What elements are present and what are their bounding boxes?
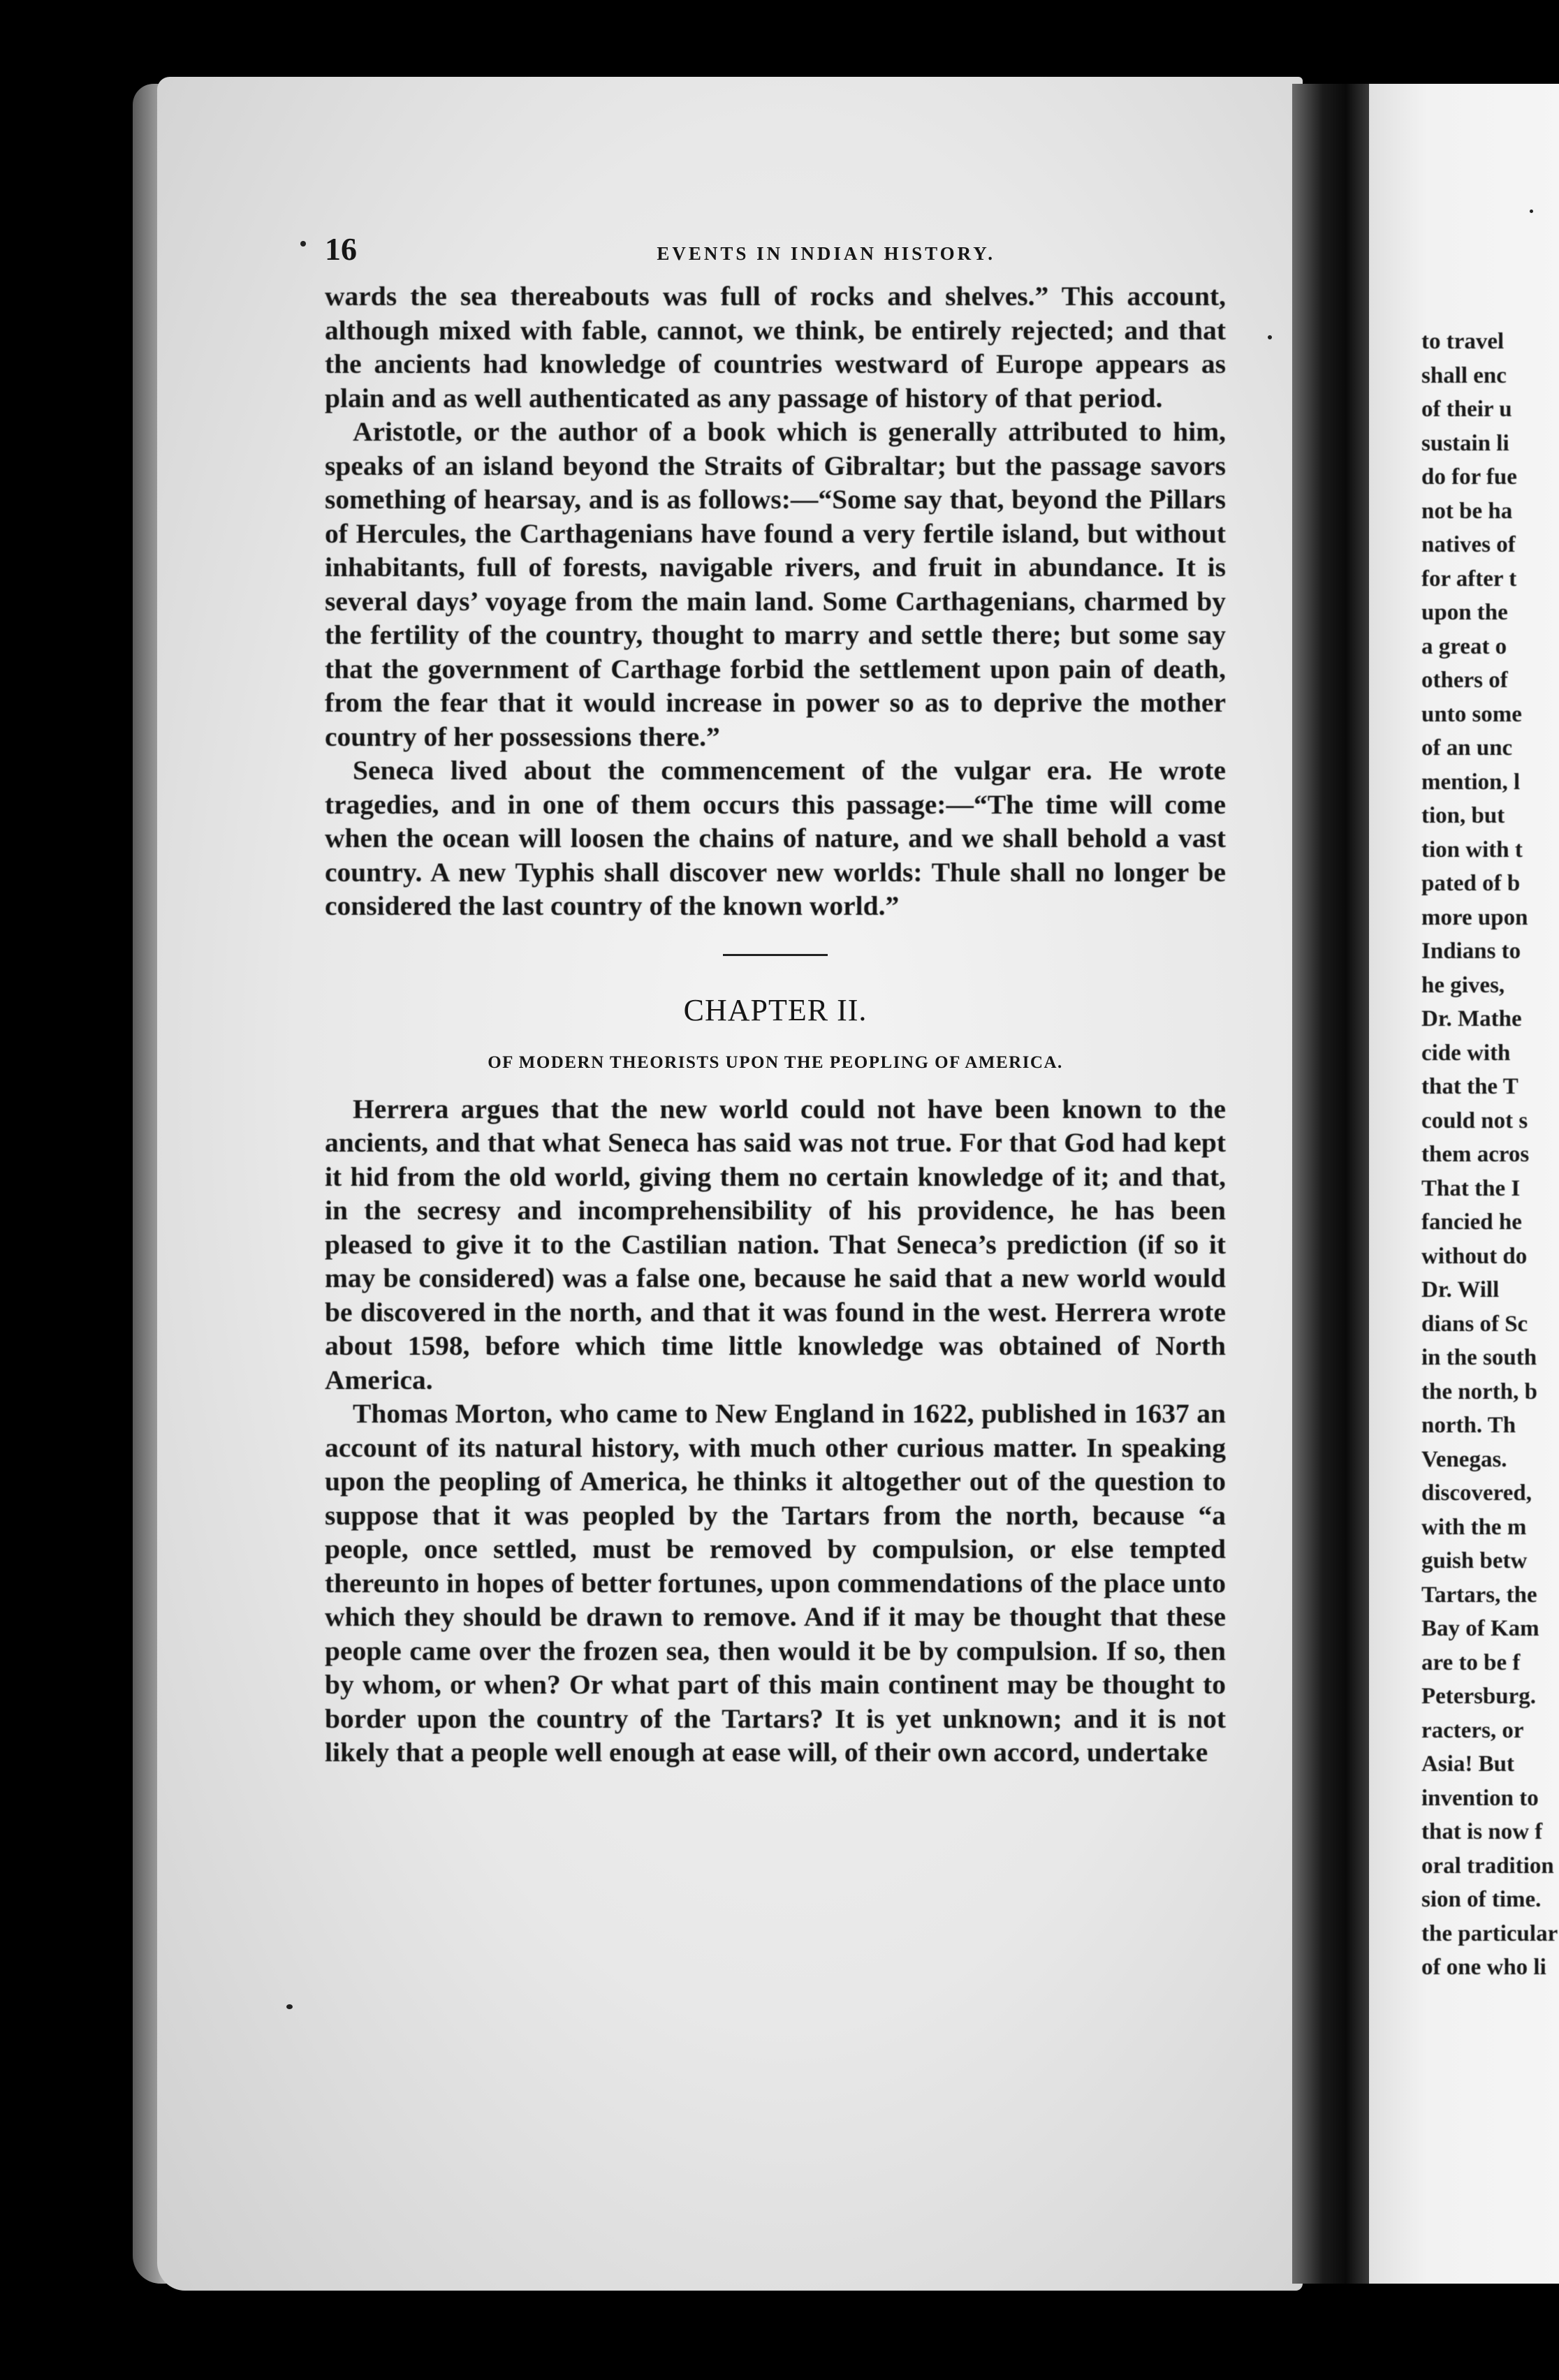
dust-speck: [1268, 335, 1272, 339]
right-page-line: Venegas.: [1421, 1446, 1507, 1472]
right-page-line: upon the: [1421, 600, 1508, 625]
book-gutter: [1292, 84, 1369, 2284]
chapter-title: CHAPTER II.: [683, 992, 868, 1027]
right-page-line: shall enc: [1421, 362, 1507, 388]
right-page-line: to travel: [1421, 329, 1505, 354]
right-page-line: Petersburg.: [1421, 1684, 1537, 1709]
right-page-line: Tartars, the: [1421, 1582, 1537, 1608]
right-page-line: more upon: [1421, 904, 1528, 930]
dust-speck: [286, 2004, 293, 2009]
right-page-line: pated of b: [1421, 871, 1521, 896]
paragraph: Seneca lived about the commencement of the vulgar era. He wrote tragedies, and in one of them occurs this passage:—“The time will come when the ocean will loosen the chains of nature, and we shall behold a vast country. A new Typhis shall discover new worlds: Thule shall no longer be considered the last country of the known world.”: [325, 755, 1226, 921]
paragraph: Thomas Morton, who came to New England in 1622, published in 1637 an account of its natural history, with much other curious matter. In speaking upon the peopling of America, he thinks it altogether out of the question to suppose that it was peopled by the Tartars from the north, because “a people, once settled, must be removed by compulsion, or else tempted thereunto in hopes of better fortunes, upon commendations of the place unto which they should be drawn to remove. And if it may be thought that these people came over the frozen sea, then would it be by compulsion. If so, then by whom, or when? Or what part of this main continent may be thought to border upon the country of the Tartars? It is yet unknown; and it is not likely that a people well enough at ease will, of their own accord, undertake: [325, 1398, 1226, 1768]
right-page-line: unto some: [1421, 701, 1522, 727]
right-page-line: sustain li: [1421, 430, 1509, 456]
right-page-line: north. Th: [1421, 1413, 1516, 1438]
right-page-line: not be ha: [1421, 498, 1513, 524]
right-page-line: could not s: [1421, 1108, 1528, 1133]
right-page-line: Bay of Kam: [1421, 1616, 1539, 1641]
chapter-body-text: [325, 1092, 1226, 1770]
chapter-subtitle: OF MODERN THEORISTS UPON THE PEOPLING OF AMERICA.: [488, 1052, 1063, 1072]
right-page-line: he gives,: [1421, 972, 1505, 998]
right-page-line: Dr. Will: [1421, 1277, 1500, 1302]
right-page-line: Indians to: [1421, 939, 1521, 964]
right-page-line: tion with t: [1421, 837, 1523, 862]
right-page-line: the north, b: [1421, 1379, 1537, 1404]
right-page-line: of one who li: [1421, 1955, 1546, 1980]
right-page-line: fancied he: [1421, 1210, 1522, 1235]
right-page-line: with the m: [1421, 1514, 1527, 1540]
right-page-line: discovered,: [1421, 1481, 1532, 1506]
right-page-line: natives of: [1421, 532, 1516, 557]
page-number: 16: [325, 231, 357, 267]
right-page-line: that is now f: [1421, 1819, 1543, 1844]
right-page-line: in the south: [1421, 1345, 1537, 1370]
section-divider: [723, 954, 828, 956]
right-page-line: mention, l: [1421, 769, 1521, 795]
right-page-line: a great o: [1421, 633, 1507, 659]
right-page-line: oral tradition: [1421, 1853, 1554, 1879]
right-page-line: are to be f: [1421, 1650, 1521, 1675]
running-title: EVENTS IN INDIAN HISTORY.: [657, 243, 995, 264]
right-page-line: cide with: [1421, 1040, 1511, 1066]
right-page-line: That the I: [1421, 1175, 1521, 1201]
right-page-line: them acros: [1421, 1142, 1530, 1167]
right-page-line: racters, or: [1421, 1717, 1524, 1743]
right-page-line: of an unc: [1421, 735, 1513, 761]
right-page-partial-text: [1421, 325, 1559, 1985]
body-text: [325, 279, 1226, 923]
dust-speck: [300, 241, 306, 247]
right-page-line: Dr. Mathe: [1421, 1006, 1522, 1031]
right-page-line: Asia! But: [1421, 1751, 1514, 1777]
right-page-line: guish betw: [1421, 1548, 1528, 1573]
right-page-line: for after t: [1421, 566, 1517, 592]
paragraph: Herrera argues that the new world could not have been known to the ancients, and that what Seneca has said was not true. For that God had kept it hid from the old world, giving them no certain knowledge of it; and that, in the secresy and incomprehensibility of his providence, he has been pleased to give it to the Castilian nation. That Seneca’s prediction (if so it may be considered) was a false one, because he said that a new world would be discovered in the north, and that it was found in the west. Herrera wrote about 1598, before which time little knowledge was obtained of North America.: [325, 1093, 1226, 1395]
right-page-line: others of: [1421, 668, 1508, 693]
right-page-line: the particular: [1421, 1920, 1558, 1946]
right-page-line: sion of time.: [1421, 1887, 1542, 1912]
left-page-text: [325, 230, 1226, 1770]
dust-speck: [1530, 210, 1533, 213]
right-page-line: that the T: [1421, 1074, 1518, 1099]
paragraph: wards the sea thereabouts was full of rocks and shelves.” This account, although mixed with fable, cannot, we think, be entirely rejected; and that the ancients had knowledge of countries westward of Europe appears as plain and as well authenticated as any passage of history of that period.: [325, 281, 1226, 413]
right-page-line: without do: [1421, 1243, 1528, 1269]
right-page-line: do for fue: [1421, 464, 1517, 490]
right-page-line: of their u: [1421, 397, 1512, 422]
running-head: [325, 230, 1226, 279]
right-page-line: dians of Sc: [1421, 1311, 1528, 1337]
right-page-line: tion, but: [1421, 803, 1505, 828]
paragraph: Aristotle, or the author of a book which is generally attributed to him, speaks of an island beyond the Straits of Gibraltar; but the passage savors something of hearsay, and is as follows:—“Some say that, beyond the Pillars of Hercules, the Carthagenians have found a very fertile island, but without inhabitants, full of forests, navigable rivers, and fruit in abundance. It is several days’ voyage from the main land. Some Carthagenians, charmed by the fertility of the country, thought to marry and settle there; but some say that the government of Carthage forbid the settlement upon pain of death, from the fear that it would increase in power so as to deprive the mother country of her possessions there.”: [325, 416, 1226, 752]
right-page-line: invention to: [1421, 1785, 1539, 1811]
